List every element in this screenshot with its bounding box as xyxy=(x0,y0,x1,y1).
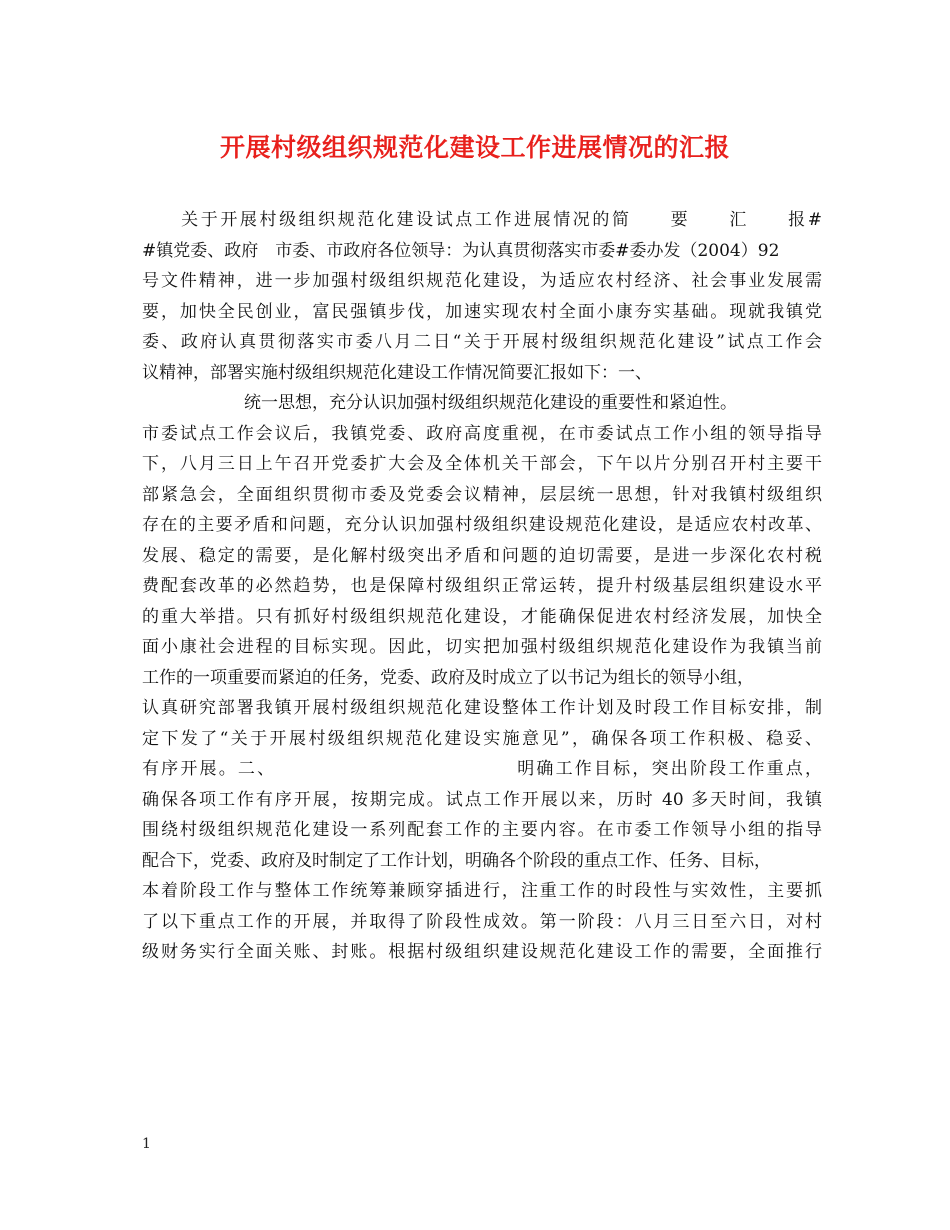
document-title: 开展村级组织规范化建设工作进展情况的汇报 xyxy=(219,133,730,162)
body-line: 号文件精神，进一步加强村级组织规范化建设，为适应农村经济、社会事业发展需 xyxy=(142,271,822,291)
body-line: 围绕村级组织规范化建设一系列配套工作的主要内容。在市委工作领导小组的指导 xyxy=(142,820,822,840)
body-line: 要，加快全民创业，富民强镇步伐，加速实现农村全面小康夯实基础。现就我镇党 xyxy=(142,301,822,322)
body-line: 本着阶段工作与整体工作统筹兼顾穿插进行，注重工作的时段性与实效性，主要抓 xyxy=(142,881,822,901)
body-line: 级财务实行全面关账、封账。根据村级组织建设规范化建设工作的需要，全面推行 xyxy=(142,942,822,962)
body-line: 发展、稳定的需要，是化解村级突出矛盾和问题的迫切需要，是进一步深化农村税 xyxy=(142,545,822,566)
body-line: 的重大举措。只有抓好村级组织规范化建设，才能确保促进农村经济发展，加快全 xyxy=(142,606,822,627)
body-line: #镇党委、政府 市委、市政府各位领导：为认真贯彻落实市委#委办发（2004）92 xyxy=(142,240,780,261)
page-number: 1 xyxy=(142,1136,151,1152)
body-line: 认真研究部署我镇开展村级组织规范化建设整体工作计划及时段工作目标安排，制 xyxy=(142,698,822,718)
body-line: 面小康社会进程的目标实现。因此，切实把加强村级组织规范化建设作为我镇当前 xyxy=(142,637,822,657)
body-line: 确保各项工作有序开展，按期完成。试点工作开展以来，历时 40 多天时间，我镇 xyxy=(142,789,822,810)
body-line: 统一思想，充分认识加强村级组织规范化建设的重要性和紧迫性。 xyxy=(142,393,737,413)
body-line: 了以下重点工作的开展，并取得了阶段性成效。第一阶段：八月三日至六日，对村 xyxy=(142,911,822,932)
body-line: 委、政府认真贯彻落实市委八月二日“关于开展村级组织规范化建设”试点工作会 xyxy=(142,332,822,352)
body-line: 工作的一项重要而紧迫的任务，党委、政府及时成立了以书记为组长的领导小组， xyxy=(142,667,754,688)
body-line: 存在的主要矛盾和问题，充分认识加强村级组织建设规范化建设，是适应农村改革、 xyxy=(142,515,822,535)
body-line: 费配套改革的必然趋势，也是保障村级组织正常运转，提升村级基层组织建设水平 xyxy=(142,576,822,596)
body-line: 配合下，党委、政府及时制定了工作计划，明确各个阶段的重点工作、任务、目标， xyxy=(142,850,771,871)
body-line: 关于开展村级组织规范化建设试点工作进展情况的简 要 汇 报# xyxy=(142,210,822,230)
body-line: 定下发了“关于开展村级组织规范化建设实施意见”，确保各项工作积极、稳妥、 xyxy=(142,728,822,749)
body-line: 议精神，部署实施村级组织规范化建设工作情况简要汇报如下：一、 xyxy=(142,362,652,383)
body-line: 有序开展。二、 明确工作目标，突出阶段工作重点， xyxy=(142,759,822,779)
body-line: 市委试点工作会议后，我镇党委、政府高度重视，在市委试点工作小组的领导指导 xyxy=(142,423,822,444)
body-line: 下，八月三日上午召开党委扩大会及全体机关干部会，下午以片分别召开村主要干 xyxy=(142,454,822,474)
body-line: 部紧急会，全面组织贯彻市委及党委会议精神，层层统一思想，针对我镇村级组织 xyxy=(142,484,822,505)
